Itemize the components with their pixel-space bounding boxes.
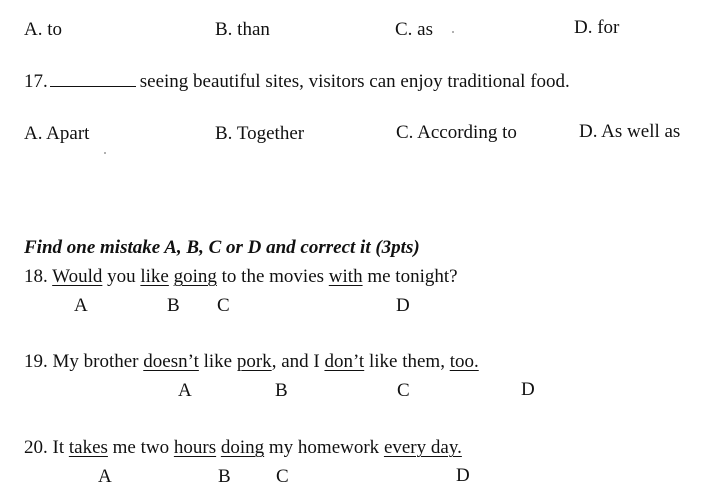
q20-text: me two bbox=[107, 437, 174, 458]
section-instruction: Find one mistake A, B, C or D and correct it (3pts) bbox=[24, 237, 420, 258]
q16-option-c: C. as bbox=[395, 19, 433, 40]
q20-text: my homework bbox=[264, 437, 384, 458]
q16-option-b: B. than bbox=[215, 19, 270, 40]
q17-option-a: A. Apart bbox=[24, 123, 90, 144]
q20-part-a: takes bbox=[68, 437, 108, 458]
q18-part-b: like bbox=[140, 266, 169, 287]
q17-option-d: D. As well as bbox=[579, 121, 681, 142]
q16-option-a: A. to bbox=[24, 19, 62, 40]
q18-letter-c: C bbox=[217, 295, 230, 316]
q19-text: like bbox=[198, 351, 237, 372]
q17-option-c: C. According to bbox=[396, 122, 517, 143]
q17-text: seeing beautiful sites, visitors can enjoy traditional food. bbox=[139, 71, 570, 92]
q19-letter-d: D bbox=[521, 379, 535, 400]
q20-letter-d: D bbox=[456, 465, 470, 486]
q20-letter-b: B bbox=[218, 466, 231, 487]
q18-text: to the movies bbox=[216, 266, 329, 287]
q19-part-b: pork bbox=[236, 351, 272, 372]
q18-part-c: going bbox=[173, 266, 217, 287]
q20-text: 20. It bbox=[24, 437, 69, 458]
q20-part-d: every day. bbox=[383, 437, 462, 458]
q19-text: like them, bbox=[364, 351, 450, 372]
q19-part-c: don’t bbox=[324, 351, 365, 372]
q18-letter-d: D bbox=[396, 295, 410, 316]
q18-part-a: Would bbox=[52, 266, 103, 287]
q20-letter-c: C bbox=[276, 466, 289, 487]
q19-letter-a: A bbox=[178, 380, 192, 401]
q17-stem bbox=[24, 71, 570, 93]
q17-answer-blank bbox=[50, 72, 136, 87]
q19-part-d: too. bbox=[449, 351, 479, 372]
q18-text: me tonight? bbox=[362, 266, 458, 287]
q19-text: , and I bbox=[271, 351, 325, 372]
q18-text: you bbox=[102, 266, 141, 287]
q17-number: 17. bbox=[24, 71, 48, 92]
q19-letter-c: C bbox=[397, 380, 410, 401]
q20-part-b: hours bbox=[173, 437, 217, 458]
q20-sentence bbox=[24, 437, 462, 459]
q19-sentence bbox=[24, 351, 479, 373]
q20-part-c: doing bbox=[220, 437, 265, 458]
q19-part-a: doesn’t bbox=[143, 351, 199, 372]
q19-letter-b: B bbox=[275, 380, 288, 401]
q18-part-d: with bbox=[328, 266, 363, 287]
q18-letter-b: B bbox=[167, 295, 180, 316]
q16-option-d: D. for bbox=[574, 17, 620, 38]
q17-option-b: B. Together bbox=[215, 123, 305, 144]
q19-text: 19. My brother bbox=[24, 351, 144, 372]
q20-letter-a: A bbox=[98, 466, 112, 487]
scan-speck bbox=[104, 152, 106, 154]
q18-letter-a: A bbox=[74, 295, 88, 316]
q18-number: 18. bbox=[24, 266, 53, 287]
scan-speck bbox=[452, 31, 454, 33]
q18-sentence bbox=[24, 266, 458, 288]
